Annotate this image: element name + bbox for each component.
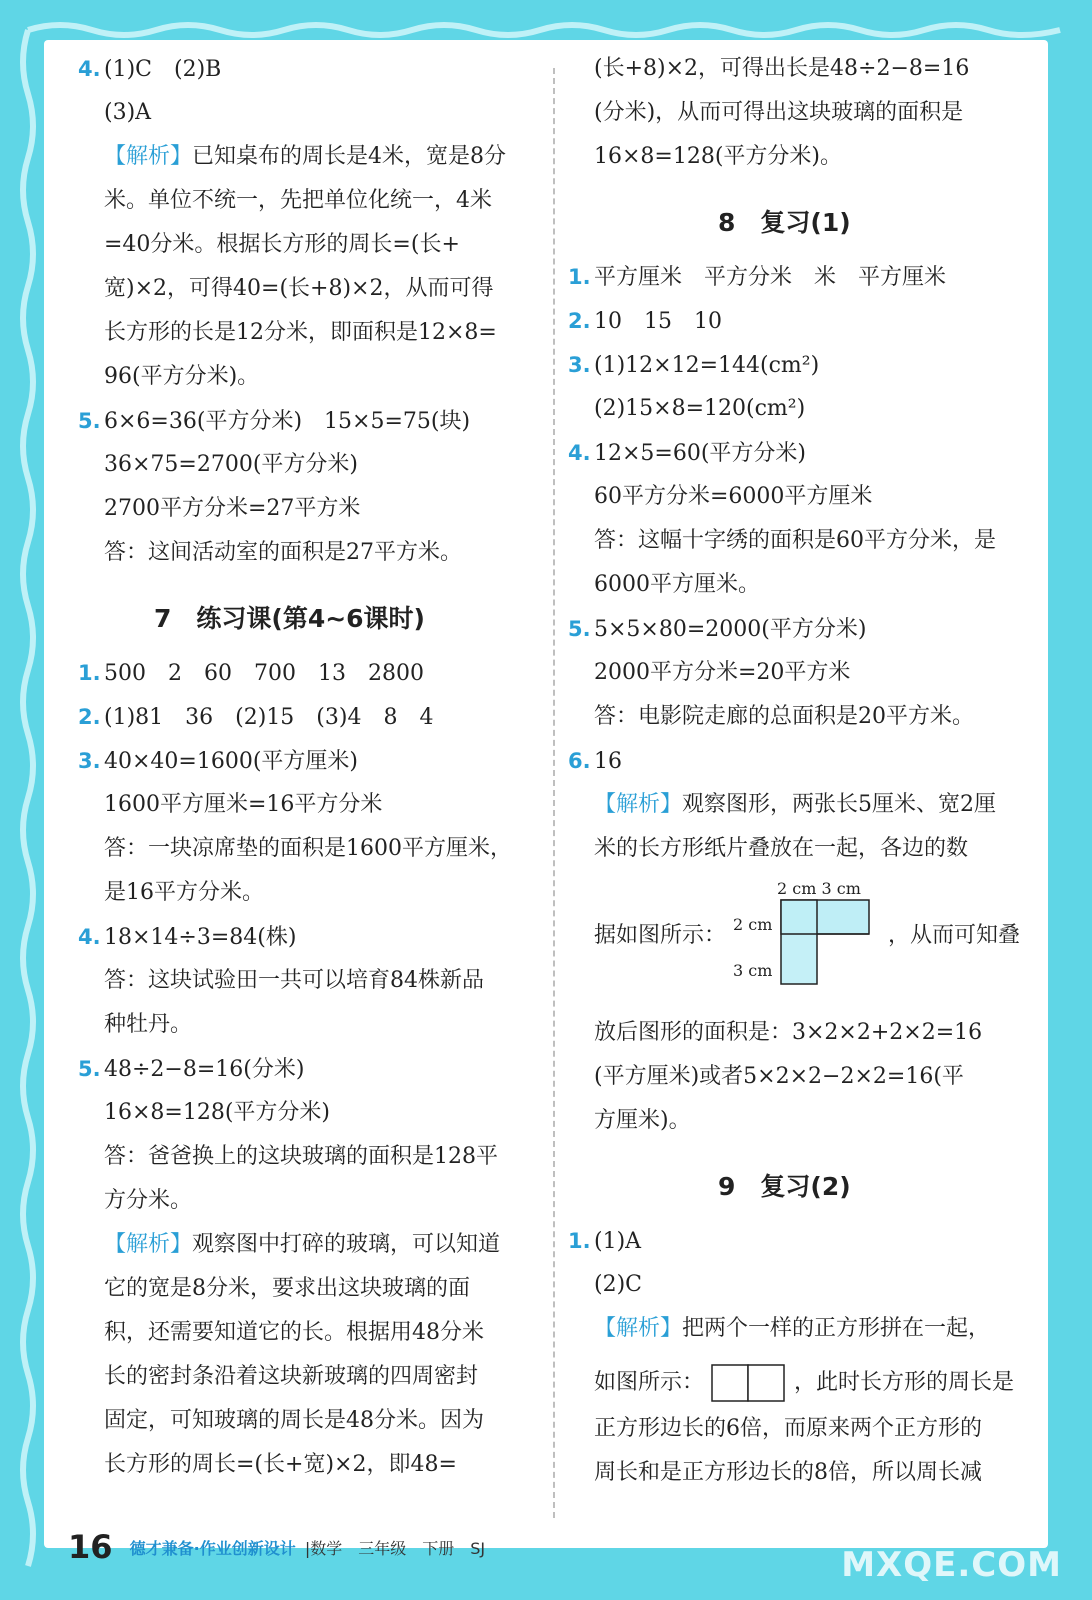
analysis-line — [78, 142, 506, 172]
analysis-text: (分米)，从而可得出这块玻璃的面积是 — [594, 100, 964, 125]
overlap-rectangles-figure — [733, 880, 881, 992]
analysis-tag: 【解析】 — [104, 144, 193, 169]
answer-text: 2700平方分米=27平方米 — [104, 496, 361, 521]
page-number: 16 — [68, 1528, 113, 1566]
answer-text: (3)A — [104, 100, 152, 125]
s8-answer-4 — [568, 438, 806, 469]
s8-answer-2 — [568, 306, 722, 337]
item-number: 1. — [568, 1229, 591, 1253]
brand-name: 德才兼备·作业创新设计 — [129, 1538, 296, 1558]
item-number: 4. — [568, 441, 591, 465]
analysis-text: 固定，可知玻璃的周长是48分米。因为 — [104, 1408, 484, 1433]
answer-text: 36×75=2700(平方分米) — [104, 452, 359, 477]
answer-5 — [78, 406, 470, 437]
answer-text: 1600平方厘米=16平方分米 — [104, 792, 383, 817]
figure-label-left-bottom: 3 cm — [733, 961, 773, 980]
answer-text: 答：这间活动室的面积是27平方米。 — [104, 540, 462, 565]
answer-text: 48÷2−8=16(分米) — [104, 1057, 305, 1082]
s9-answer-1 — [568, 1226, 641, 1257]
item-number: 2. — [568, 309, 591, 333]
analysis-text: 长方形的长是12分米，即面积是12×8= — [104, 320, 497, 345]
item-number: 3. — [568, 353, 591, 377]
analysis-text: 长方形的周长=(长+宽)×2，即48= — [104, 1452, 457, 1477]
answer-4 — [78, 54, 221, 85]
analysis-text: 宽)×2，可得40=(长+8)×2，从而可得 — [104, 276, 494, 301]
analysis-text: 长的密封条沿着这块新玻璃的四周密封 — [104, 1364, 479, 1389]
analysis-text: 它的宽是8分米，要求出这块玻璃的面 — [104, 1276, 470, 1301]
answer-text: 方分米。 — [104, 1188, 193, 1213]
answer-text: 是16平方分米。 — [104, 880, 264, 905]
analysis-line — [568, 1364, 1014, 1402]
item-number: 4. — [78, 925, 101, 949]
analysis-text: 米的长方形纸片叠放在一起，各边的数 — [594, 836, 969, 861]
answer-text: 答：电影院走廊的总面积是20平方米。 — [594, 704, 974, 729]
analysis-text: (平方厘米)或者5×2×2−2×2=16(平 — [594, 1064, 964, 1089]
answer-text: 6×6=36(平方分米) 15×5=75(块) — [104, 409, 471, 434]
analysis-text: 周长和是正方形边长的8倍，所以周长减 — [594, 1460, 982, 1485]
analysis-text: (长+8)×2，可得出长是48÷2−8=16 — [594, 56, 970, 81]
figure-label-left-top: 2 cm — [733, 915, 773, 934]
analysis-tag: 【解析】 — [104, 1232, 193, 1257]
watermark: MXQE.COM — [841, 1545, 1062, 1585]
s8-answer-1 — [568, 262, 946, 293]
answer-text: 18×14÷3=84(株) — [104, 925, 297, 950]
s7-answer-4 — [78, 922, 296, 953]
s8-answer-3 — [568, 350, 819, 381]
answer-text: 40×40=1600(平方厘米) — [104, 749, 359, 774]
answer-text: 平方厘米 平方分米 米 平方厘米 — [594, 265, 947, 290]
analysis-text: 观察图中打碎的玻璃，可以知道 — [192, 1232, 501, 1257]
answer-text: 答：这块试验田一共可以培育84株新品 — [104, 968, 484, 993]
answer-text: 2000平方分米=20平方米 — [594, 660, 851, 685]
answer-text: 种牡丹。 — [104, 1012, 193, 1037]
analysis-text: 把两个一样的正方形拼在一起， — [682, 1316, 991, 1341]
item-number: 5. — [568, 617, 591, 641]
item-number: 1. — [78, 661, 101, 685]
item-number: 1. — [568, 265, 591, 289]
analysis-text: 米。单位不统一，先把单位化统一，4米 — [104, 188, 492, 213]
answer-text: 10 15 10 — [594, 309, 722, 334]
section-title-7: 7 练习课(第4~6课时) — [154, 604, 425, 633]
answer-text: 12×5=60(平方分米) — [594, 441, 807, 466]
s7-answer-2 — [78, 702, 433, 733]
answer-text: (2)15×8=120(cm²) — [594, 396, 806, 421]
analysis-tag: 【解析】 — [594, 792, 683, 817]
analysis-text: =40分米。根据长方形的周长=(长+ — [104, 232, 460, 257]
page-footer — [68, 1528, 485, 1568]
analysis-line — [568, 1314, 990, 1344]
analysis-text: 据如图所示： — [594, 923, 727, 948]
book-info: |数学 三年级 下册 SJ — [304, 1538, 486, 1558]
analysis-text: ，此时长方形的周长是 — [794, 1370, 1015, 1395]
analysis-text: 观察图形，两张长5厘米、宽2厘 — [682, 792, 997, 817]
answer-text: 5×5×80=2000(平方分米) — [594, 617, 867, 642]
s7-answer-3 — [78, 746, 358, 777]
item-number: 5. — [78, 1057, 101, 1081]
section-title-9: 9 复习(2) — [718, 1172, 851, 1201]
item-number: 4. — [78, 57, 101, 81]
analysis-text: 放后图形的面积是：3×2×2+2×2=16 — [594, 1020, 983, 1045]
item-number: 3. — [78, 749, 101, 773]
answer-text: 16×8=128(平方分米) — [104, 1100, 331, 1125]
answer-text: (1)C (2)B — [104, 57, 222, 82]
analysis-line — [568, 880, 1021, 980]
analysis-text: 如图所示： — [594, 1370, 705, 1395]
item-number: 5. — [78, 409, 101, 433]
analysis-text: 96(平方分米)。 — [104, 364, 260, 389]
s8-answer-5 — [568, 614, 866, 645]
analysis-text: 方厘米)。 — [594, 1108, 691, 1133]
answer-text: (1)81 36 (2)15 (3)4 8 4 — [104, 705, 434, 730]
analysis-line — [568, 790, 996, 820]
analysis-line — [78, 1230, 500, 1260]
square-right — [748, 1365, 784, 1401]
analysis-tag: 【解析】 — [594, 1316, 683, 1341]
answer-text: (1)A — [594, 1229, 642, 1254]
vertical-rectangle — [781, 900, 817, 984]
analysis-text: 已知桌布的周长是4米，宽是8分 — [192, 144, 507, 169]
s7-answer-1 — [78, 658, 424, 689]
answer-text: (2)C — [594, 1272, 642, 1297]
answer-text: (1)12×12=144(cm²) — [594, 353, 820, 378]
square-left — [712, 1365, 748, 1401]
item-number: 2. — [78, 705, 101, 729]
answer-text: 答：一块凉席垫的面积是1600平方厘米， — [104, 836, 512, 861]
two-squares-figure — [711, 1364, 787, 1402]
answer-text: 16 — [594, 749, 622, 774]
item-number: 6. — [568, 749, 591, 773]
answer-text: 答：爸爸换上的这块玻璃的面积是128平 — [104, 1144, 498, 1169]
section-title-8: 8 复习(1) — [718, 208, 851, 237]
s7-answer-5 — [78, 1054, 304, 1085]
figure-label-top: 2 cm 3 cm — [777, 880, 861, 898]
answer-text: 60平方分米=6000平方厘米 — [594, 484, 873, 509]
answer-text: 6000平方厘米。 — [594, 572, 760, 597]
analysis-text: 正方形边长的6倍，而原来两个正方形的 — [594, 1416, 982, 1441]
column-divider — [553, 68, 555, 1518]
analysis-text: ，从而可知叠 — [888, 923, 1021, 948]
analysis-text: 16×8=128(平方分米)。 — [594, 144, 843, 169]
analysis-text: 积，还需要知道它的长。根据用48分米 — [104, 1320, 484, 1345]
answer-text: 答：这幅十字绣的面积是60平方分米，是 — [594, 528, 996, 553]
s8-answer-6 — [568, 746, 622, 777]
answer-text: 500 2 60 700 13 2800 — [104, 661, 424, 686]
